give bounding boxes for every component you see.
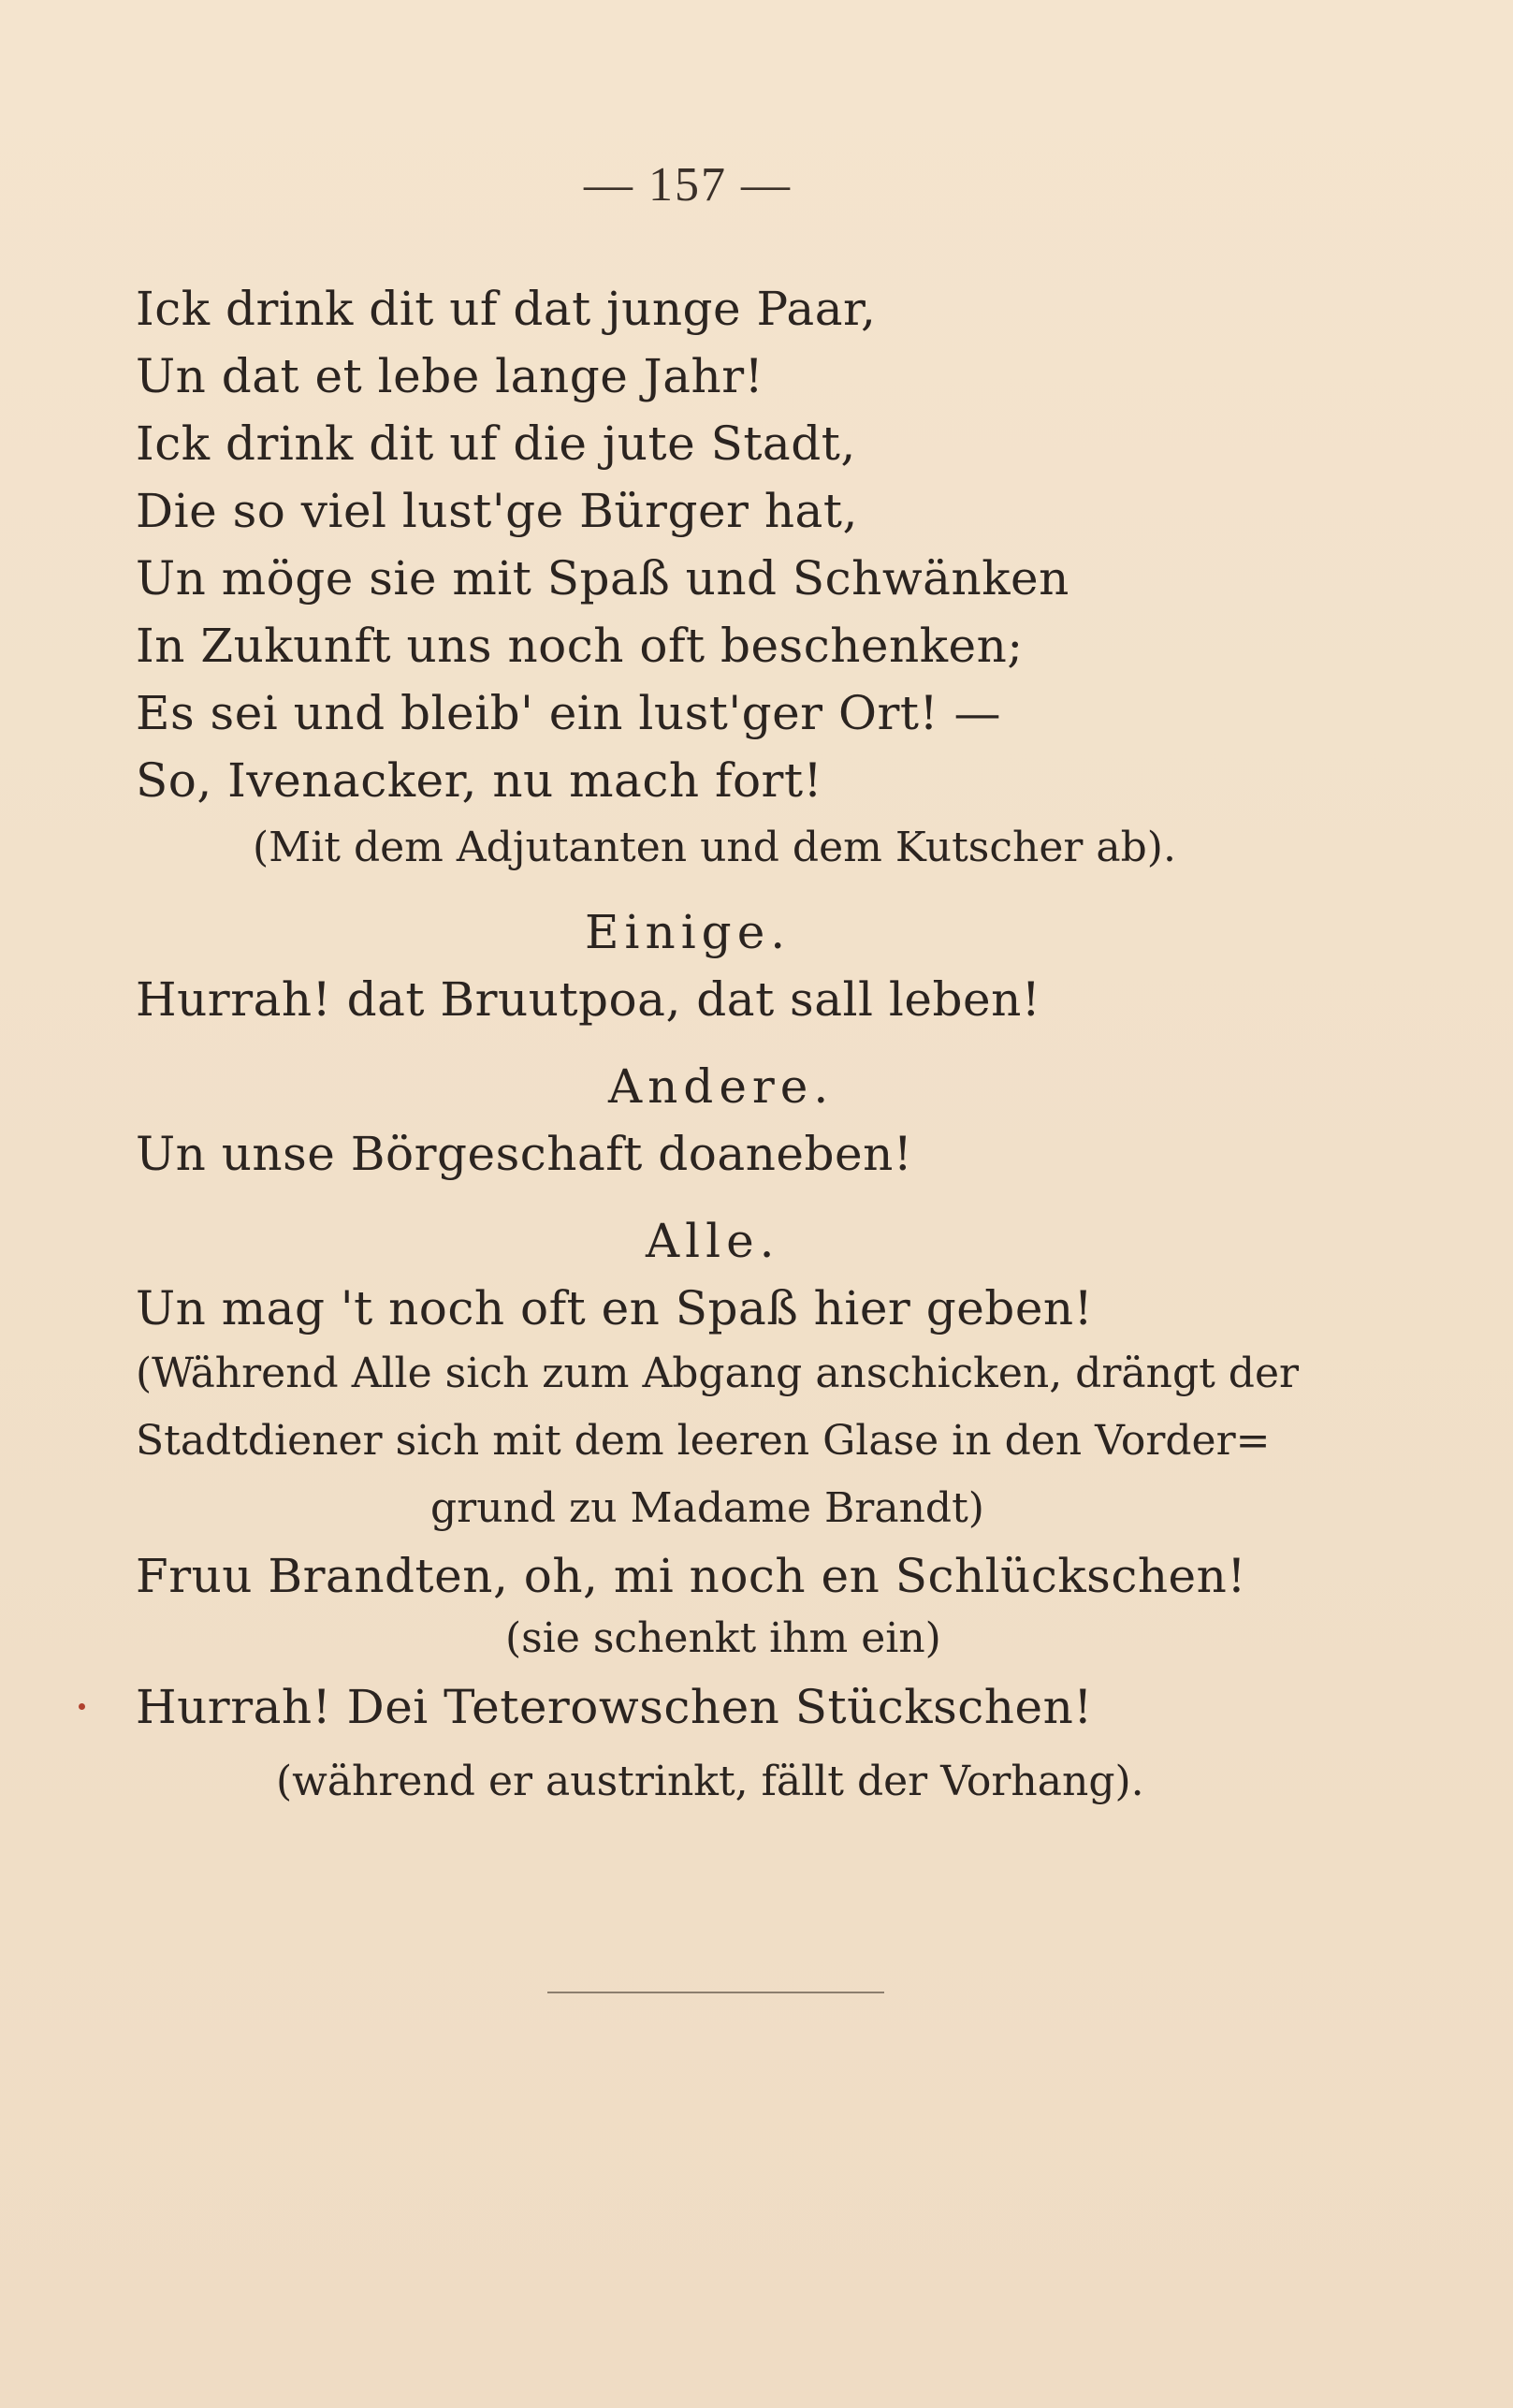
speaker-name: Andere. <box>608 1059 835 1114</box>
verse-line: Die so viel lust'ge Bürger hat, <box>136 484 858 538</box>
speaker-heading <box>646 1207 1513 1275</box>
spoken-line <box>136 1275 1371 1342</box>
speaker-heading <box>585 898 1513 966</box>
page-number: — 157 — <box>584 158 792 212</box>
spoken-line <box>136 1120 1371 1188</box>
verse-line: So, Ivenacker, nu mach fort! <box>136 753 823 808</box>
spoken-line <box>136 966 1371 1033</box>
verse-line: In Zukunft uns noch oft beschenken; <box>136 619 1024 673</box>
spoken-line-text: Fruu Brandten, oh, mi noch en Schlückschen! <box>136 1549 1246 1603</box>
stage-direction-text: grund zu Madame Brandt) <box>430 1484 984 1532</box>
stage-direction <box>253 814 1488 882</box>
verse-line: Ick drink dit uf die jute Stadt, <box>136 416 856 471</box>
speaker-name: Einige. <box>585 905 792 959</box>
stage-direction-text: (sie schenkt ihm ein) <box>505 1614 941 1662</box>
spoken-line <box>136 1542 1371 1610</box>
spoken-line-text: Hurrah! dat Bruutpoa, dat sall leben! <box>136 972 1041 1027</box>
stage-direction-text: (Während Alle sich zum Abgang anschicken, drängt der <box>136 1350 1300 1397</box>
stage-direction-text: (Mit dem Adjutanten und dem Kutscher ab). <box>253 824 1176 871</box>
speaker-heading <box>608 1053 1513 1120</box>
verse-line: Ick drink dit uf dat junge Paar, <box>136 282 877 336</box>
spoken-line <box>136 1673 1371 1741</box>
stage-direction <box>136 1340 1371 1542</box>
stage-direction <box>276 1748 1511 1816</box>
end-rule <box>547 1992 884 1993</box>
verse-line: Un dat et lebe lange Jahr! <box>136 349 764 403</box>
stage-direction <box>505 1605 1513 1672</box>
spoken-line-text: Un mag 't noch oft en Spaß hier geben! <box>136 1281 1094 1335</box>
verse-block <box>136 275 1371 814</box>
stage-direction-text: (während er austrinkt, fällt der Vorhang). <box>276 1758 1144 1805</box>
spoken-line-text: Hurrah! Dei Teterowschen Stückschen! <box>136 1680 1093 1734</box>
verse-line: Un möge sie mit Spaß und Schwänken <box>136 551 1069 606</box>
spoken-line-text: Un unse Börgeschaft doaneben! <box>136 1127 913 1181</box>
speaker-name: Alle. <box>646 1214 780 1268</box>
stage-direction-text: Stadtdiener sich mit dem leeren Glase in den Vorder= <box>136 1417 1271 1465</box>
ink-mark <box>79 1703 85 1710</box>
verse-line: Es sei und bleib' ein lust'ger Ort! — <box>136 686 1001 740</box>
